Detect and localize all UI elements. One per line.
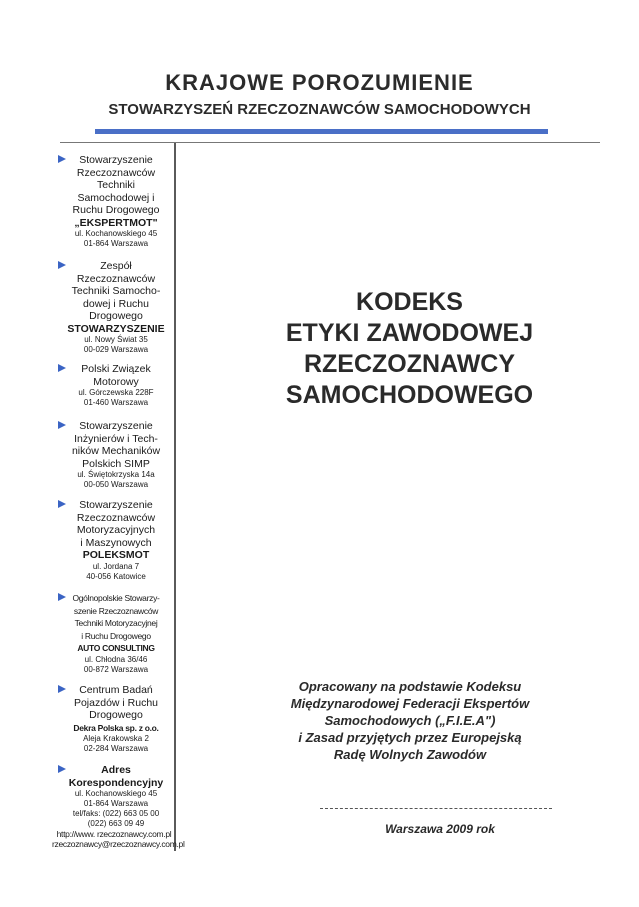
org-line: dowej i Ruchu	[83, 297, 149, 310]
org-website: http://www. rzeczoznawcy.com.pl	[56, 829, 172, 839]
org-line: Polskich SIMP	[82, 457, 150, 470]
org-address: ul. Nowy Świat 35	[84, 335, 148, 344]
place-and-year: Warszawa 2009 rok	[385, 822, 495, 836]
org-city: 00-050 Warszawa	[83, 480, 149, 489]
basis-line: Międzynarodowej Federacji Ekspertów	[290, 696, 530, 711]
bullet-triangle-icon	[58, 593, 66, 601]
org-city: 00-029 Warszawa	[83, 345, 149, 354]
org-auto-consulting	[58, 592, 174, 675]
bullet-triangle-icon	[58, 685, 66, 693]
header-blue-rule	[95, 129, 548, 134]
org-line: Ogólnopolskie Stowarzy-	[72, 593, 160, 603]
org-line: Drogowego	[89, 310, 143, 322]
org-line: Motorowy	[93, 375, 139, 388]
basis-line: i Zasad przyjętych przez Europejską	[298, 730, 522, 745]
org-line: Samochodowej i	[77, 191, 155, 204]
org-line: ników Mechaników	[71, 445, 161, 457]
org-line: Inżynierów i Tech-	[74, 432, 158, 445]
org-line: Polski Związek	[81, 363, 151, 375]
org-line: Techniki Motoryzacyjnej	[74, 618, 158, 628]
org-city: 01-460 Warszawa	[83, 398, 149, 407]
org-city: 00-872 Warszawa	[83, 664, 149, 674]
bullet-triangle-icon	[58, 421, 66, 429]
org-line: Rzeczoznawców	[76, 511, 156, 524]
title-line: SAMOCHODOWEGO	[285, 381, 534, 409]
basis-line: Samochodowych („F.I.E.A")	[324, 713, 496, 728]
title-line: ETYKI ZAWODOWEJ	[285, 319, 534, 347]
basis-line: Opracowany na podstawie Kodeksu	[298, 679, 522, 694]
org-line: i Ruchu Drogowego	[81, 630, 151, 641]
title-line: RZECZOZNAWCY	[303, 350, 516, 378]
org-poleksmot	[58, 499, 174, 582]
org-line: Zespół	[100, 260, 132, 272]
letterhead	[0, 70, 639, 118]
org-line: i Maszynowych	[80, 536, 152, 549]
org-line: Stowarzyszenie	[79, 499, 153, 511]
org-address: Aleja Krakowska 2	[83, 734, 149, 743]
org-line: Rzeczoznawców	[76, 166, 156, 179]
org-acronym: AUTO CONSULTING	[77, 643, 155, 653]
org-line: Centrum Badań	[79, 684, 153, 696]
org-address: ul. Kochanowskiego 45	[74, 789, 158, 798]
org-address: ul. Jordana 7	[92, 561, 140, 571]
org-city: 02-284 Warszawa	[83, 744, 149, 753]
org-line: Adres	[101, 764, 131, 776]
org-line: Stowarzyszenie	[79, 154, 153, 166]
org-ekspertmot	[58, 154, 174, 249]
org-phone: tel/faks: (022) 663 05 00	[72, 809, 160, 818]
bullet-triangle-icon	[58, 261, 66, 269]
bullet-triangle-icon	[58, 364, 66, 372]
org-zespol-stowarzyszenie	[58, 260, 174, 355]
letterhead-title: KRAJOWE POROZUMIENIE	[165, 70, 474, 95]
org-address: ul. Świętokrzyska 14a	[77, 470, 155, 479]
org-address: ul. Górczewska 228F	[78, 388, 154, 397]
org-line: Stowarzyszenie	[79, 420, 153, 432]
org-line: szenie Rzeczoznawców	[73, 605, 159, 616]
org-line: Drogowego	[89, 709, 143, 721]
org-line: Rzeczoznawców	[76, 272, 156, 285]
org-line: Korespondencyjny	[68, 776, 164, 789]
org-acronym: POLEKSMOT	[82, 549, 150, 561]
correspondence-address	[52, 764, 185, 849]
org-acronym: „EKSPERTMOT"	[74, 216, 158, 229]
letterhead-subtitle: STOWARZYSZEŃ RZECZOZNAWCÓW SAMOCHODOWYCH	[108, 101, 531, 118]
document-basis-note	[230, 678, 590, 763]
org-simp	[58, 420, 174, 490]
org-phone-2: (022) 663 09 49	[87, 819, 145, 828]
bullet-triangle-icon	[58, 155, 66, 163]
org-acronym: STOWARZYSZENIE	[67, 322, 165, 335]
sidebar-divider	[174, 143, 176, 851]
bullet-triangle-icon	[58, 765, 66, 773]
org-address: ul. Kochanowskiego 45	[74, 229, 158, 238]
org-line: Pojazdów i Ruchu	[73, 696, 159, 709]
org-line: Motoryzacyjnych	[76, 524, 156, 536]
org-line: Ruchu Drogowego	[72, 204, 160, 216]
org-city: 40-056 Katowice	[86, 571, 146, 581]
org-pzm	[58, 363, 174, 408]
org-email: rzeczoznawcy@rzeczoznawcy.com.pl	[52, 839, 185, 849]
org-line: Techniki	[97, 179, 135, 191]
org-city: 01-864 Warszawa	[83, 799, 149, 808]
signature-dashed-line	[320, 808, 552, 809]
bullet-triangle-icon	[58, 500, 66, 508]
org-city: 01-864 Warszawa	[83, 239, 149, 248]
org-address: ul. Chłodna 36/46	[84, 654, 148, 664]
header-thin-rule	[60, 142, 600, 143]
org-dekra	[58, 684, 174, 754]
document-title	[180, 287, 639, 411]
org-acronym: Dekra Polska sp. z o.o.	[73, 722, 159, 733]
basis-line: Radę Wolnych Zawodów	[333, 747, 487, 762]
org-line: Techniki Samocho-	[71, 285, 161, 297]
title-line: KODEKS	[356, 288, 463, 316]
